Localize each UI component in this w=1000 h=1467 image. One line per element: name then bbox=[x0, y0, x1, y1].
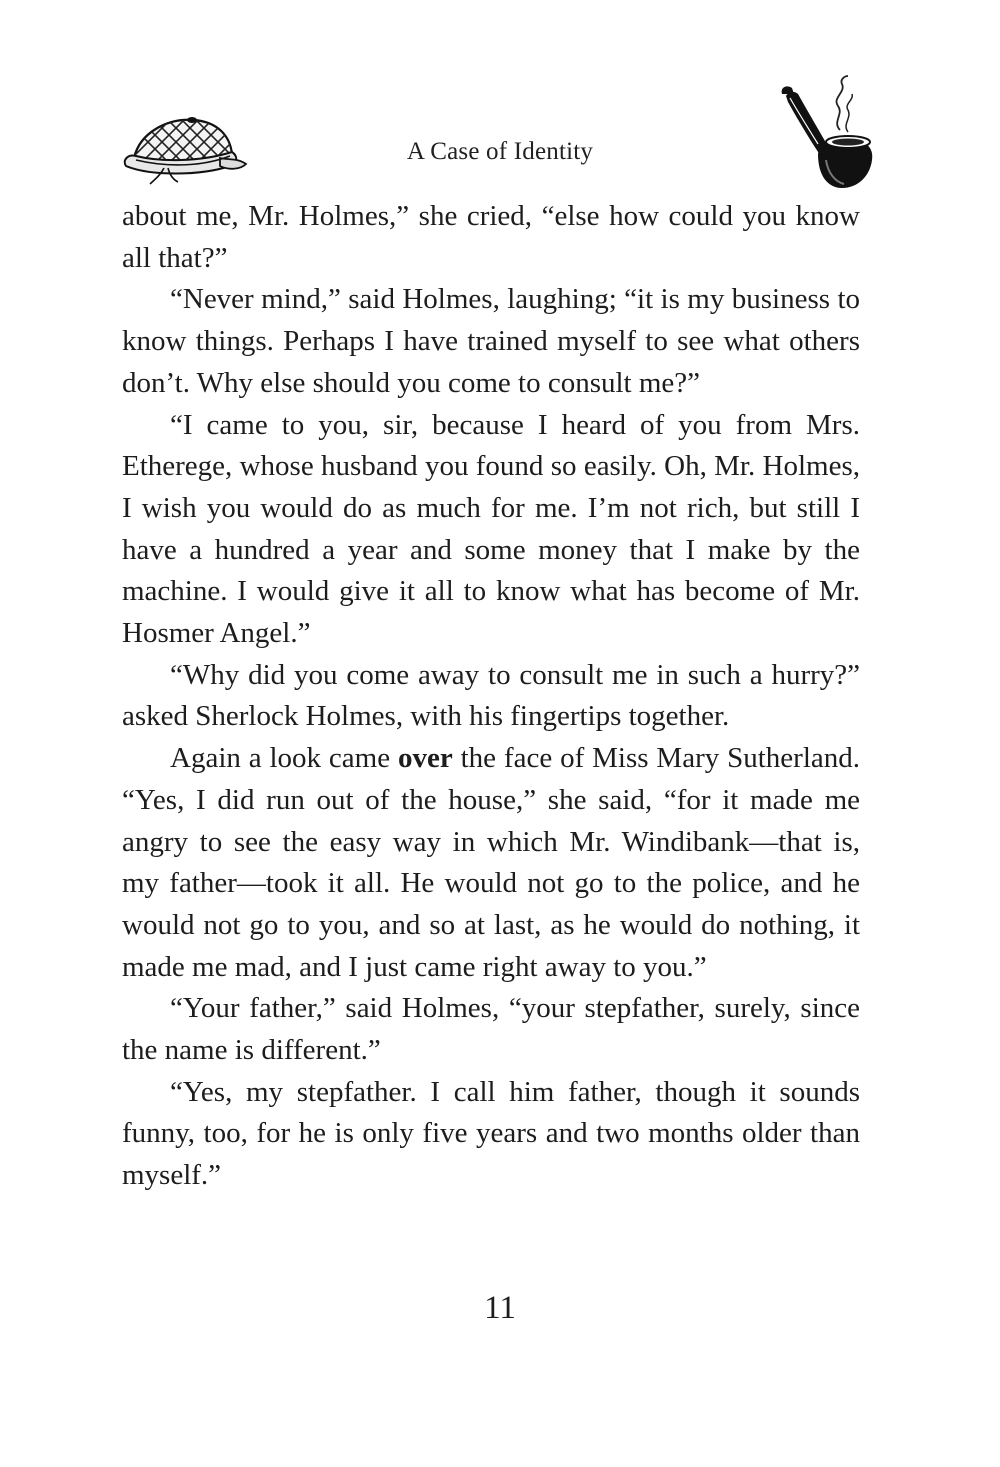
paragraph: “Your father,” said Holmes, “your stepfather, surely, since the name is different.” bbox=[122, 992, 860, 1067]
bold-word: over bbox=[398, 742, 453, 775]
running-title: A Case of Identity bbox=[406, 138, 594, 165]
paragraph: “Yes, my stepfather. I call him father, though it sounds funny, too, for he is only five years and two months older than myself.” bbox=[122, 1075, 860, 1192]
smoking-pipe-icon bbox=[778, 70, 878, 192]
paragraph bbox=[122, 738, 860, 988]
paragraph: “Never mind,” said Holmes, laughing; “it is my business to know things. Perhaps I have trained myself to see what others don’t. Why else should you come to consult me?” bbox=[122, 283, 860, 399]
paragraph-text: the face of Miss Mary Sutherland. “Yes, I did run out of the house,” she said, “for it made me angry to see the easy way in which Mr. Windibank—that is, my father—took it all. He would not go to the police, and he would not go to you, and so at last, as he would do nothing, it made me mad, and I just came right away to you.” bbox=[122, 742, 860, 983]
body-text bbox=[122, 196, 860, 1197]
paragraph: about me, Mr. Holmes,” she cried, “else how could you know all that?” bbox=[122, 200, 860, 274]
paragraph: “Why did you come away to consult me in such a hurry?” asked Sherlock Holmes, with his fingertips together. bbox=[122, 658, 860, 733]
page-header bbox=[0, 70, 1000, 200]
page-number: 11 bbox=[484, 1290, 516, 1326]
paragraph-text: Again a look came bbox=[170, 742, 398, 775]
paragraph: “I came to you, sir, because I heard of you from Mrs. Etherege, whose husband you found so easily. Oh, Mr. Holmes, I wish you would do as much for me. I’m not rich, but still I have a hundred a year and some money that I make by the machine. I would give it all to know what has become of Mr. Hosmer Angel.” bbox=[122, 408, 860, 650]
